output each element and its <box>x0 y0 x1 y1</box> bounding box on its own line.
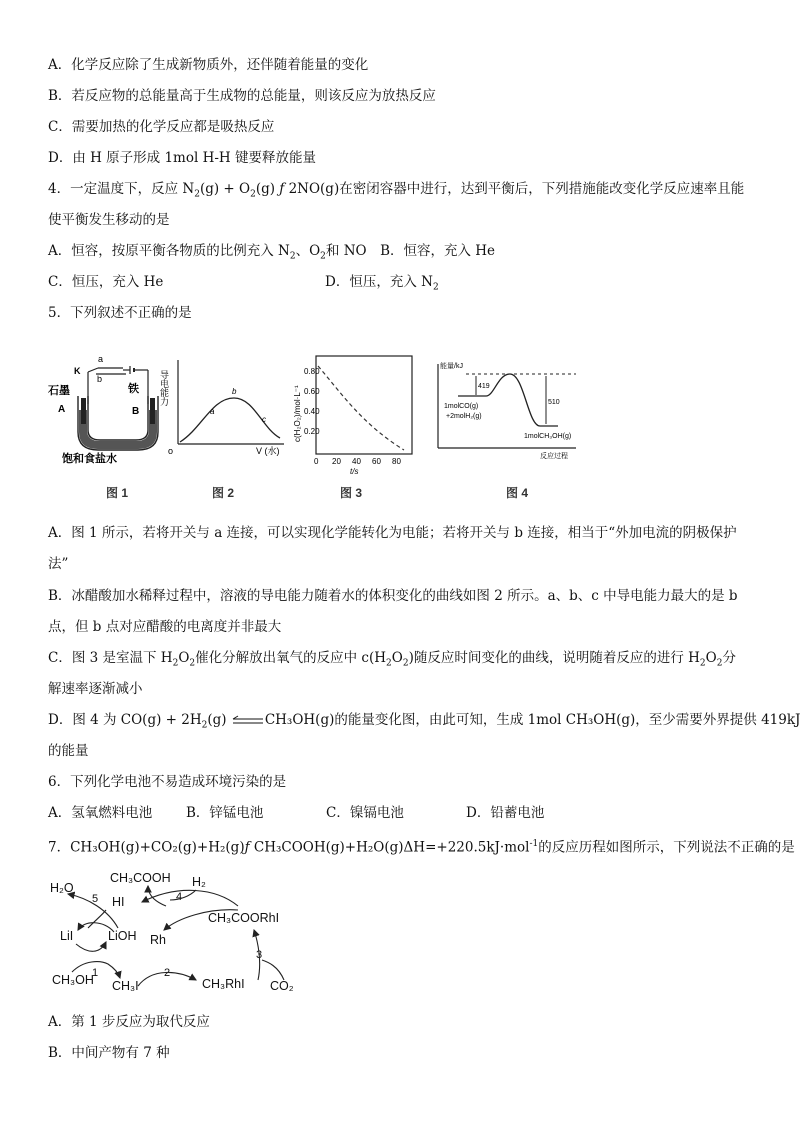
species-h2o: H₂O <box>50 881 74 895</box>
equilibrium-arrow-icon <box>231 716 265 726</box>
q7-option-b: B．中间产物有 7 种 <box>48 1045 170 1061</box>
q3-option-b: B．若反应物的总能量高于生成物的总能量，则该反应为放热反应 <box>48 88 436 104</box>
fig3-ytick-080: 0.80 <box>304 367 320 376</box>
q7-stem: 7．CH₃OH(g)+CO₂(g)+H₂(g)ƒ CH₃COOH(g)+H₂O(g)ΔH=+220.5kJ·mol$^{-1}$的反应历程如图所示，下列说法不正确的是 <box>48 839 795 856</box>
fig4-xlabel: 反应过程 <box>540 453 568 460</box>
figure-4-caption: 图 4 <box>506 486 529 500</box>
species-hi: HI <box>112 895 125 909</box>
fig4-reactant-line1: 1molCO(g) <box>444 403 479 410</box>
species-h2: H₂ <box>192 875 206 889</box>
fig2-point-a: a <box>210 407 215 416</box>
q5-option-b-line2: 点，但 b 点对应醋酸的电离度并非最大 <box>48 619 282 635</box>
step-3-label: 3 <box>256 949 263 961</box>
species-co2: CO₂ <box>270 979 294 993</box>
q6-option-a: A．氢氧燃料电池 <box>48 805 153 821</box>
figure-4-energy-profile <box>430 360 580 468</box>
q6-option-b: B．锌锰电池 <box>186 805 264 821</box>
species-ch3coorhi: CH₃COORhI <box>208 911 280 925</box>
fig3-xlabel: t/s <box>350 467 359 476</box>
q7-option-a: A．第 1 步反应为取代反应 <box>48 1014 210 1030</box>
q5-option-a-line2: 法” <box>48 556 69 572</box>
fig1-label-b: b <box>97 374 103 384</box>
fig4-ylabel: 能量/kJ <box>440 363 463 370</box>
species-ch3i: CH₃I <box>112 979 139 993</box>
q4-option-d: D．恒压，充入 $N_2$ <box>325 274 439 293</box>
fig1-label-B: B <box>132 406 140 417</box>
species-ch3cooh: CH₃COOH <box>110 871 171 885</box>
q7-reaction-cycle-diagram <box>48 862 308 1000</box>
q4-stem-line2: 使平衡发生移动的是 <box>48 212 170 228</box>
q3-option-d: D．由 H 原子形成 1mol H-H 键要释放能量 <box>48 150 316 166</box>
figure-2-conductivity <box>159 358 292 458</box>
q5-option-a-line1: A．图 1 所示，若将开关与 a 连接，可以实现化学能转化为电能；若将开关与 b 连接，相当于“外加电流的阴极保护 <box>48 525 737 541</box>
q4-option-c: C．恒压，充入 He <box>48 274 164 290</box>
q3-option-c: C．需要加热的化学反应都是吸热反应 <box>48 119 275 135</box>
fig3-xtick-60: 60 <box>372 457 381 466</box>
q4-stem: 4．一定温度下，反应 $N_2(g) + O_2(g)$ ƒ 2NO(g)在密闭容器中进行，达到平衡后，下列措施能改变化学反应速率且能 <box>48 181 745 200</box>
q5-option-c-line1: C．图 3 是室温下 $H_2O_2$催化分解放出氧气的反应中 $c(H_2O_2)$随反应时间变化的曲线，说明随着反应的进行 $H_2O_2$分 <box>48 650 736 669</box>
fig3-ylabel: c(H₂O₂)/mol·L⁻¹ <box>293 385 302 442</box>
fig1-label-iron: 铁 <box>128 383 139 395</box>
fig3-xtick-80: 80 <box>392 457 401 466</box>
q5-option-b-line1: B．冰醋酸加水稀释过程中，溶液的导电能力随着水的体积变化的曲线如图 2 所示。a、b、c 中导电能力最大的是 b <box>48 588 738 604</box>
q5-stem: 5．下列叙述不正确的是 <box>48 305 192 321</box>
figure-1-caption: 图 1 <box>106 486 129 500</box>
fig2-point-c: c <box>262 415 266 424</box>
fig1-label-brine: 饱和食盐水 <box>62 453 117 465</box>
q5-option-d-line1: D．图 4 为 $CO(g) + 2H_2(g)$ CH₃OH(g)的能量变化图，由此可知，生成 1mol CH₃OH(g)，至少需要外界提供 419kJ <box>48 712 800 731</box>
figure-1-u-tube <box>48 352 158 465</box>
fig3-ytick-040: 0.40 <box>304 407 320 416</box>
fig4-reactant-line2: +2molH₂(g) <box>446 413 482 420</box>
q5-option-c-line2: 解速率逐渐减小 <box>48 681 143 697</box>
fig3-xtick-40: 40 <box>352 457 361 466</box>
species-ch3rhi: CH₃RhI <box>202 977 245 991</box>
step-4-label: 4 <box>176 891 183 903</box>
figure-2-caption: 图 2 <box>212 486 235 500</box>
q4-options-ab: A．恒容，按原平衡各物质的比例充入 $N_2$、$O_2$和 NO B．恒容，充入 He <box>48 243 496 262</box>
figure-3-h2o2-decay <box>292 354 417 474</box>
fig3-ytick-020: 0.20 <box>304 427 320 436</box>
species-lioh: LiOH <box>108 929 137 943</box>
fig2-ylabel: 导电能力 <box>159 370 169 406</box>
fig1-label-k: K <box>74 366 81 376</box>
fig4-value-419: 419 <box>478 383 490 390</box>
fig4-value-510: 510 <box>548 399 560 406</box>
step-5-label: 5 <box>92 893 99 905</box>
species-lii: LiI <box>60 929 74 943</box>
fig2-point-b: b <box>232 387 237 396</box>
species-rh: Rh <box>150 933 166 947</box>
species-ch3oh: CH₃OH <box>52 973 94 987</box>
fig1-label-graphite: 石墨 <box>48 385 70 397</box>
fig2-xlabel: V (水) <box>256 446 280 456</box>
fig3-xtick-0: 0 <box>314 457 319 466</box>
q3-option-a: A．化学反应除了生成新物质外，还伴随着能量的变化 <box>48 57 369 73</box>
fig4-product: 1molCH₃OH(g) <box>524 433 572 440</box>
step-1-label: 1 <box>92 967 99 979</box>
fig2-origin: o <box>168 446 174 456</box>
step-2-label: 2 <box>164 967 171 979</box>
fig3-xtick-20: 20 <box>332 457 341 466</box>
figure-3-caption: 图 3 <box>340 486 363 500</box>
q6-option-c: C．镍镉电池 <box>326 805 404 821</box>
fig1-label-a: a <box>98 354 104 364</box>
q6-option-d: D．铅蓄电池 <box>466 805 545 821</box>
q6-stem: 6．下列化学电池不易造成环境污染的是 <box>48 774 287 790</box>
fig3-ytick-060: 0.60 <box>304 387 320 396</box>
q5-option-d-line2: 的能量 <box>48 743 89 759</box>
fig1-label-A: A <box>58 404 66 415</box>
